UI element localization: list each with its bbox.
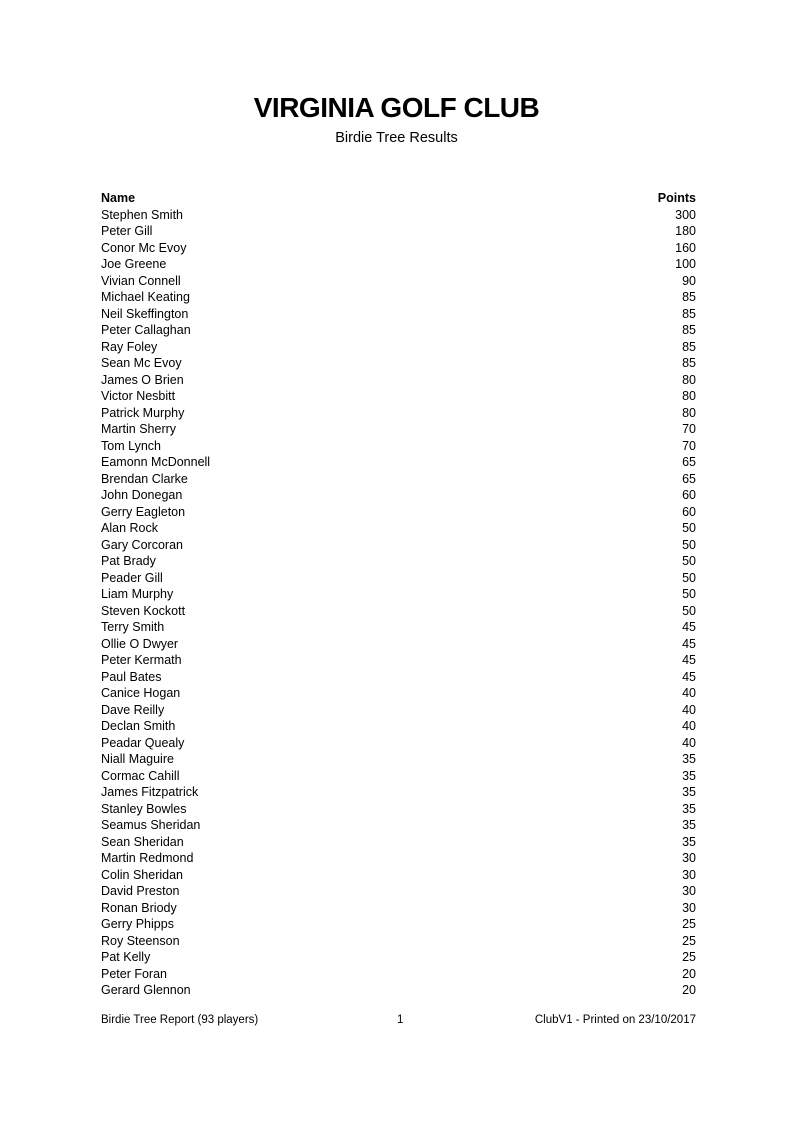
table-row xyxy=(101,784,696,801)
player-name: Ronan Briody xyxy=(101,900,177,915)
player-points: 40 xyxy=(682,719,696,733)
table-body xyxy=(101,207,696,999)
table-row xyxy=(101,619,696,636)
player-name: Michael Keating xyxy=(101,290,190,304)
table-row xyxy=(101,636,696,653)
player-points: 45 xyxy=(682,620,696,634)
column-header-points: Points xyxy=(657,191,696,205)
table-row xyxy=(101,949,696,966)
player-points: 25 xyxy=(682,917,696,931)
player-name: Peter Callaghan xyxy=(101,323,191,337)
player-points: 180 xyxy=(675,224,696,238)
player-points: 70 xyxy=(682,438,696,453)
player-points: 50 xyxy=(682,570,696,585)
player-points: 45 xyxy=(682,636,696,651)
table-row xyxy=(101,702,696,719)
report-title: VIRGINIA GOLF CLUB xyxy=(253,92,540,123)
player-name: James O Brien xyxy=(101,372,184,387)
table-row xyxy=(101,339,696,356)
table-row xyxy=(101,966,696,983)
table-row xyxy=(101,669,696,686)
table-row xyxy=(101,586,696,603)
player-name: Peter Foran xyxy=(101,966,168,981)
player-points: 50 xyxy=(682,587,696,601)
player-points: 30 xyxy=(682,884,696,898)
player-points: 35 xyxy=(682,834,696,849)
player-name: Liam Murphy xyxy=(101,587,174,601)
table-row xyxy=(101,504,696,521)
table-row xyxy=(101,916,696,933)
player-points: 50 xyxy=(682,521,696,535)
player-points: 50 xyxy=(682,537,696,552)
table-row xyxy=(101,850,696,867)
table-row xyxy=(101,438,696,455)
table-row xyxy=(101,768,696,785)
table-row xyxy=(101,718,696,735)
player-points: 35 xyxy=(682,785,696,799)
player-points: 90 xyxy=(682,273,696,288)
player-name: Gerard Glennon xyxy=(101,983,191,997)
player-name: David Preston xyxy=(101,884,180,898)
player-name: Ollie O Dwyer xyxy=(101,636,179,651)
table-row xyxy=(101,603,696,620)
player-name: Niall Maguire xyxy=(101,752,174,766)
report-subtitle: Birdie Tree Results xyxy=(335,130,458,146)
table-row xyxy=(101,982,696,999)
player-points: 20 xyxy=(682,966,696,981)
table-row xyxy=(101,256,696,273)
table-row xyxy=(101,735,696,752)
player-points: 60 xyxy=(682,504,696,519)
player-points: 35 xyxy=(682,752,696,766)
player-name: Joe Greene xyxy=(101,257,167,271)
table-row xyxy=(101,289,696,306)
player-points: 30 xyxy=(682,851,696,865)
player-points: 40 xyxy=(682,702,696,717)
player-name: Dave Reilly xyxy=(101,702,165,717)
table-row xyxy=(101,421,696,438)
footer-page-number: 1 xyxy=(397,1014,404,1026)
table-header xyxy=(101,190,696,207)
player-name: Cormac Cahill xyxy=(101,768,180,783)
player-name: Stephen Smith xyxy=(101,207,183,222)
player-name: Pat Kelly xyxy=(101,950,151,964)
table-row xyxy=(101,867,696,884)
table-row xyxy=(101,570,696,587)
player-points: 80 xyxy=(682,372,696,387)
player-name: Peader Gill xyxy=(101,570,163,585)
table-row xyxy=(101,388,696,405)
table-row xyxy=(101,355,696,372)
player-points: 25 xyxy=(682,950,696,964)
player-points: 160 xyxy=(675,240,696,255)
player-points: 85 xyxy=(682,323,696,337)
player-name: Gary Corcoran xyxy=(101,537,183,552)
player-name: Declan Smith xyxy=(101,719,176,733)
player-points: 85 xyxy=(682,339,696,354)
table-row xyxy=(101,322,696,339)
player-points: 50 xyxy=(682,603,696,618)
player-points: 40 xyxy=(682,686,696,700)
table-row xyxy=(101,933,696,950)
player-name: Gerry Phipps xyxy=(101,917,174,931)
table-row xyxy=(101,801,696,818)
player-name: Ray Foley xyxy=(101,339,158,354)
player-name: Terry Smith xyxy=(101,620,165,634)
table-row xyxy=(101,471,696,488)
player-name: Sean Mc Evoy xyxy=(101,356,182,370)
table-row xyxy=(101,751,696,768)
table-row xyxy=(101,273,696,290)
player-name: John Donegan xyxy=(101,488,183,502)
player-name: Colin Sheridan xyxy=(101,867,183,882)
player-points: 80 xyxy=(682,389,696,403)
player-name: Alan Rock xyxy=(101,521,158,535)
player-name: Eamonn McDonnell xyxy=(101,455,211,469)
player-points: 45 xyxy=(682,669,696,684)
player-points: 40 xyxy=(682,735,696,750)
player-name: Victor Nesbitt xyxy=(101,389,176,403)
player-name: Peter Gill xyxy=(101,224,153,238)
table-row xyxy=(101,240,696,257)
player-name: Steven Kockott xyxy=(101,603,186,618)
table-row xyxy=(101,883,696,900)
player-points: 20 xyxy=(682,983,696,997)
footer-printed-info: ClubV1 - Printed on 23/10/2017 xyxy=(534,1014,696,1026)
table-row xyxy=(101,487,696,504)
player-points: 100 xyxy=(675,257,696,271)
table-row xyxy=(101,900,696,917)
player-name: Pat Brady xyxy=(101,554,156,568)
table-row xyxy=(101,306,696,323)
player-points: 85 xyxy=(682,290,696,304)
player-points: 30 xyxy=(682,867,696,882)
player-name: Neil Skeffington xyxy=(101,306,189,321)
player-points: 85 xyxy=(682,306,696,321)
table-row xyxy=(101,223,696,240)
player-name: Patrick Murphy xyxy=(101,405,185,420)
table-row xyxy=(101,520,696,537)
player-name: Tom Lynch xyxy=(101,438,161,453)
player-name: James Fitzpatrick xyxy=(101,785,199,799)
table-row xyxy=(101,372,696,389)
table-row xyxy=(101,454,696,471)
player-name: Paul Bates xyxy=(101,669,162,684)
player-name: Gerry Eagleton xyxy=(101,504,186,519)
results-table xyxy=(101,190,696,999)
player-points: 85 xyxy=(682,356,696,370)
table-row xyxy=(101,405,696,422)
player-name: Peadar Quealy xyxy=(101,735,185,750)
player-points: 25 xyxy=(682,933,696,948)
player-name: Seamus Sheridan xyxy=(101,818,201,832)
table-row xyxy=(101,553,696,570)
player-name: Canice Hogan xyxy=(101,686,181,700)
column-header-name: Name xyxy=(101,191,136,205)
player-name: Roy Steenson xyxy=(101,933,180,948)
player-points: 80 xyxy=(682,405,696,420)
table-row xyxy=(101,537,696,554)
footer-report-info: Birdie Tree Report (93 players) xyxy=(101,1014,259,1026)
player-name: Stanley Bowles xyxy=(101,801,187,816)
player-points: 65 xyxy=(682,471,696,486)
player-points: 45 xyxy=(682,653,696,667)
player-points: 35 xyxy=(682,818,696,832)
player-name: Vivian Connell xyxy=(101,273,181,288)
player-points: 60 xyxy=(682,488,696,502)
player-points: 35 xyxy=(682,768,696,783)
table-row xyxy=(101,834,696,851)
player-points: 65 xyxy=(682,455,696,469)
player-name: Martin Sherry xyxy=(101,422,177,436)
page-footer xyxy=(101,1012,696,1028)
player-points: 35 xyxy=(682,801,696,816)
table-row xyxy=(101,685,696,702)
player-points: 50 xyxy=(682,554,696,568)
table-row xyxy=(101,817,696,834)
player-name: Brendan Clarke xyxy=(101,471,188,486)
player-name: Sean Sheridan xyxy=(101,834,184,849)
player-name: Conor Mc Evoy xyxy=(101,240,187,255)
player-points: 30 xyxy=(682,900,696,915)
player-name: Peter Kermath xyxy=(101,653,182,667)
table-row xyxy=(101,652,696,669)
player-points: 300 xyxy=(675,207,696,222)
table-row xyxy=(101,207,696,224)
player-points: 70 xyxy=(682,422,696,436)
player-name: Martin Redmond xyxy=(101,851,194,865)
